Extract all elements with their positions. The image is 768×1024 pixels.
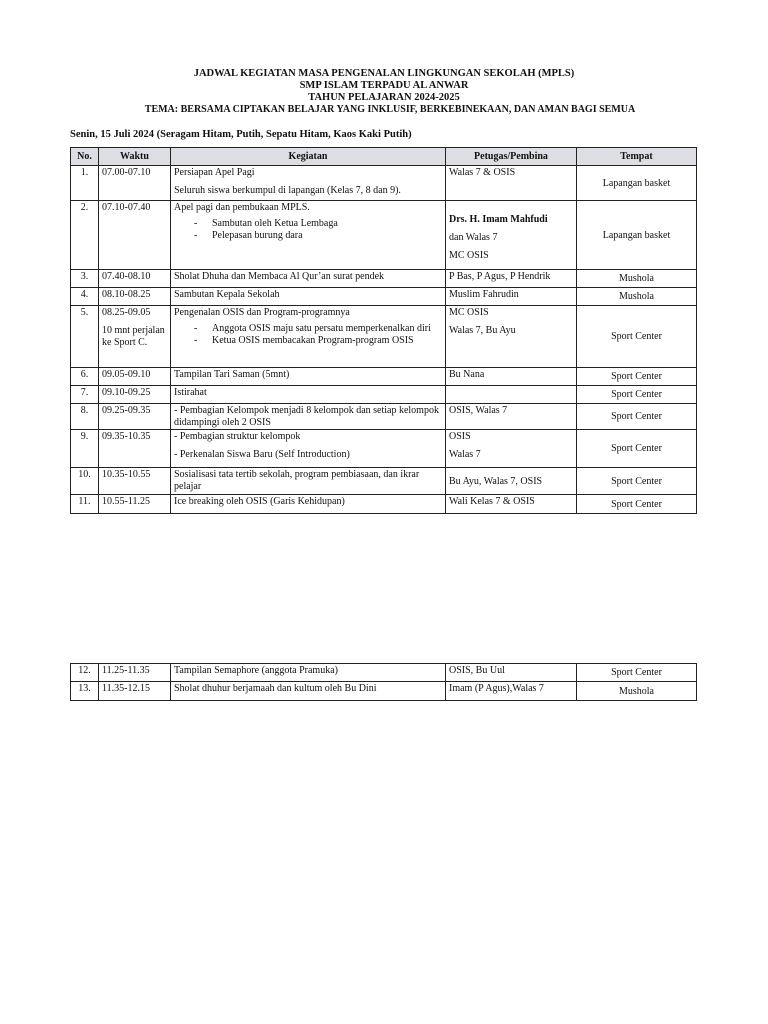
row-officer: OSIS, Walas 7 [446,404,577,430]
activity-bullet-list [174,323,442,347]
table-row [71,664,697,682]
column-header-petugas: Petugas/Pembina [446,148,577,166]
row-time: 11.25-11.35 [99,664,171,682]
row-number: 3. [71,270,99,288]
row-time: 09.25-09.35 [99,404,171,430]
row-activity [171,306,446,368]
row-activity [171,166,446,201]
row-number: 4. [71,288,99,306]
row-officer: OSIS, Bu Uul [446,664,577,682]
row-time: 09.35-10.35 [99,430,171,468]
table-row [71,288,697,306]
officer-line: Walas 7 & OSIS [449,167,516,178]
school-name: SMP ISLAM TERPADU AL ANWAR [299,80,469,91]
activity-line: - Perkenalan Siswa Baru (Self Introduction) [174,449,350,460]
row-location: Sport Center [577,368,697,386]
activity-line: Seluruh siswa berkumpul di lapangan (Kelas 7, 8 dan 9). [174,185,401,196]
activity-line: Apel pagi dan pembukaan MPLS. [174,202,310,213]
row-officer [446,430,577,468]
row-number: 12. [71,664,99,682]
officer-line [449,214,573,226]
row-location: Sport Center [577,306,697,368]
table-row [71,495,697,514]
activity-bullet: - Pelepasan burung dara [194,230,442,242]
row-number: 5. [71,306,99,368]
officer-line: Walas 7, Bu Ayu [449,325,516,336]
row-activity [171,201,446,270]
row-location: Mushola [577,682,697,701]
activity-line: - Pembagian struktur kelompok [174,431,301,442]
row-location: Mushola [577,288,697,306]
header-row [71,148,697,166]
officer-line: Walas 7 [449,449,481,460]
table-row [71,368,697,386]
row-location: Sport Center [577,404,697,430]
row-activity: Sambutan Kepala Sekolah [171,288,446,306]
row-time: 09.10-09.25 [99,386,171,404]
row-time [99,306,171,368]
theme-line: TEMA: BERSAMA CIPTAKAN BELAJAR YANG INKLUSIF, BERKEBINEKAAN, DAN AMAN BAGI SEMUA [144,104,636,115]
row-location: Sport Center [577,386,697,404]
day-title: Senin, 15 Juli 2024 (Seragam Hitam, Putih, Sepatu Hitam, Kaos Kaki Putih) [70,129,412,140]
officer-line: MC OSIS [449,250,489,261]
table-row [71,306,697,368]
row-location: Sport Center [577,664,697,682]
row-time: 10.55-11.25 [99,495,171,514]
row-location: Mushola [577,270,697,288]
table-row [71,404,697,430]
officer-line: MC OSIS [449,307,489,318]
row-number: 1. [71,166,99,201]
row-time: 07.40-08.10 [99,270,171,288]
column-header-no: No. [71,148,99,166]
row-location: Sport Center [577,430,697,468]
row-activity: Ice breaking oleh OSIS (Garis Kehidupan) [171,495,446,514]
row-number: 7. [71,386,99,404]
time-line: 08.25-09.05 [102,307,151,318]
row-number: 13. [71,682,99,701]
row-location: Sport Center [577,495,697,514]
activity-bullet: - Sambutan oleh Ketua Lembaga [194,218,442,230]
row-activity: - Pembagian Kelompok menjadi 8 kelompok dan setiap kelompok didampingi oleh 2 OSIS [171,404,446,430]
row-number: 9. [71,430,99,468]
column-header-kegiatan: Kegiatan [171,148,446,166]
row-activity: Istirahat [171,386,446,404]
table-row [71,166,697,201]
row-number: 8. [71,404,99,430]
row-activity [171,430,446,468]
schedule-table-continued [70,663,697,701]
activity-line: Persiapan Apel Pagi [174,167,255,178]
row-activity: Tampilan Tari Saman (5mnt) [171,368,446,386]
row-number: 2. [71,201,99,270]
table-row [71,270,697,288]
row-time: 11.35-12.15 [99,682,171,701]
travel-note: 10 mnt perjalan ke Sport C. [102,325,165,348]
row-activity: Sosialisasi tata tertib sekolah, program pembiasaan, dan ikrar pelajar [171,468,446,495]
row-officer [446,166,577,201]
row-location: Lapangan basket [577,201,697,270]
table-row [71,468,697,495]
officer-name: Drs. H. Imam Mahfudi [449,214,548,225]
row-location: Sport Center [577,468,697,495]
activity-bullet: - Anggota OSIS maju satu persatu memperkenalkan diri [194,323,442,335]
row-time: 09.05-09.10 [99,368,171,386]
table-row [71,386,697,404]
row-officer: P Bas, P Agus, P Hendrik [446,270,577,288]
row-officer [446,201,577,270]
activity-bullet: - Ketua OSIS membacakan Program-program OSIS [194,335,442,347]
row-time: 07.10-07.40 [99,201,171,270]
table-row [71,201,697,270]
row-time: 08.10-08.25 [99,288,171,306]
activity-bullet-list [174,218,442,242]
row-officer: Muslim Fahrudin [446,288,577,306]
column-header-tempat: Tempat [577,148,697,166]
table-row [71,682,697,701]
row-activity: Sholat Dhuha dan Membaca Al Qur’an surat pendek [171,270,446,288]
row-officer: Bu Nana [446,368,577,386]
row-officer [446,386,577,404]
table-row [71,430,697,468]
row-officer: Wali Kelas 7 & OSIS [446,495,577,514]
row-activity: Sholat dhuhur berjamaah dan kultum oleh Bu Dini [171,682,446,701]
column-header-waktu: Waktu [99,148,171,166]
row-number: 10. [71,468,99,495]
document-title: JADWAL KEGIATAN MASA PENGENALAN LINGKUNGAN SEKOLAH (MPLS) [193,68,575,79]
row-location: Lapangan basket [577,166,697,201]
schedule-table [70,147,697,514]
row-number: 11. [71,495,99,514]
row-number: 6. [71,368,99,386]
activity-line: Pengenalan OSIS dan Program-programnya [174,307,350,318]
academic-year: TAHUN PELAJARAN 2024-2025 [308,92,460,103]
row-activity: Tampilan Semaphore (anggota Pramuka) [171,664,446,682]
officer-line: OSIS [449,431,471,442]
row-officer [446,306,577,368]
row-time: 10.35-10.55 [99,468,171,495]
row-time: 07.00-07.10 [99,166,171,201]
officer-line: dan Walas 7 [449,232,498,243]
row-officer: Imam (P Agus),Walas 7 [446,682,577,701]
row-officer: Bu Ayu, Walas 7, OSIS [446,468,577,495]
